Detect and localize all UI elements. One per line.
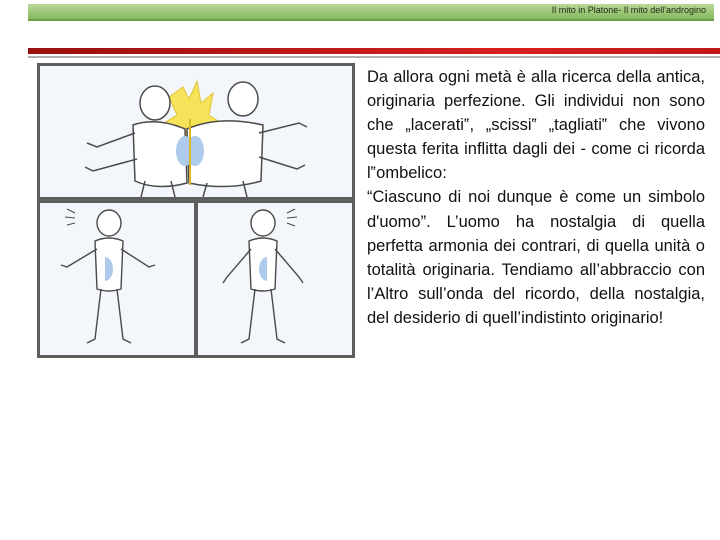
illustration-svg xyxy=(37,63,355,358)
body-text xyxy=(367,65,705,330)
paragraph-1: Da allora ogni metà è alla ricerca della antica, originaria perfezione. Gli individui non sono che „lacerati‟, „scissi‟ „tagliati‟ che vivono questa ferita inflitta dagli dei - come ci ricorda l‟ombelico: xyxy=(367,68,705,183)
androgyne-illustration xyxy=(37,63,355,358)
paragraph-2: “Ciascuno di noi dunque è come un simbolo d'uomo”. L’uomo ha nostalgia di quella perfetta armonia dei contrari, di quella unità o totalità originaria. Tendiamo all’abbraccio con l’Altro sull’onda del ricordo, della nostalgia, del desiderio di quell’indistinto originario! xyxy=(367,188,705,327)
red-divider xyxy=(28,48,720,54)
navel-mark-right xyxy=(186,136,204,166)
header-bar xyxy=(28,4,714,21)
slide-title: Il mito in Platone- Il mito dell'androgino xyxy=(551,5,706,15)
gray-divider xyxy=(28,56,720,58)
